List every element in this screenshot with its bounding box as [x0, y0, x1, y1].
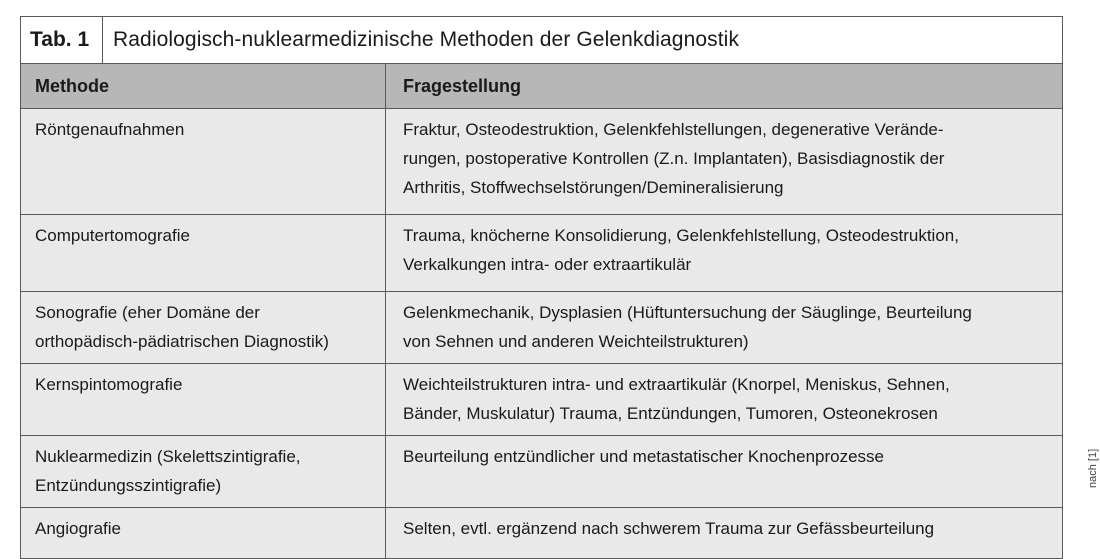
table-number: Tab. 1 [21, 17, 103, 63]
method-cell: Kernspintomografie [21, 364, 386, 435]
header-question: Fragestellung [403, 75, 522, 96]
method-cell: Sonografie (eher Domäne der orthopädisch-pädiatrischen Diagnostik) [21, 292, 386, 363]
method-cell: Nuklearmedizin (Skelettszintigrafie, Entzündungsszintigrafie) [21, 436, 386, 507]
question-cell: Selten, evtl. ergänzend nach schwerem Trauma zur Gefässbeurteilung [403, 519, 935, 538]
method-cell: Röntgenaufnahmen [21, 109, 386, 214]
source-note: nach [1] [1087, 448, 1099, 488]
table-title: Radiologisch-nuklearmedizinische Methoden der Gelenkdiagnostik [113, 28, 740, 51]
table-row [21, 109, 1062, 215]
question-cell: Weichteilstrukturen intra- und extraartikulär (Knorpel, Meniskus, Sehnen, Bänder, Muskulatur) Trauma, Entzündungen, Tumoren, Osteonekrosen [403, 375, 950, 423]
question-cell: Fraktur, Osteodestruktion, Gelenkfehlstellungen, degenerative Verände- rungen, postoperative Kontrollen (Z.n. Implantaten), Basisdiagnostik der Arthritis, Stoffwechselstörungen/Demineralisierung [403, 120, 945, 197]
diagnostics-table [20, 16, 1063, 559]
method-cell: Computertomografie [21, 215, 386, 291]
table-header-row [21, 64, 1062, 109]
table-row [21, 508, 1062, 558]
question-cell: Trauma, knöcherne Konsolidierung, Gelenkfehlstellung, Osteodestruktion, Verkalkungen intra- oder extraartikulär [403, 226, 959, 274]
table-row [21, 215, 1062, 292]
table-row [21, 436, 1062, 508]
question-cell: Gelenkmechanik, Dysplasien (Hüftuntersuchung der Säuglinge, Beurteilung von Sehnen und anderen Weichteilstrukturen) [403, 303, 972, 351]
table-title-row [21, 17, 1062, 64]
method-cell: Angiografie [21, 508, 386, 558]
table-row [21, 292, 1062, 364]
question-cell: Beurteilung entzündlicher und metastatischer Knochenprozesse [403, 447, 885, 466]
header-method: Methode [21, 64, 386, 108]
table-row [21, 364, 1062, 436]
